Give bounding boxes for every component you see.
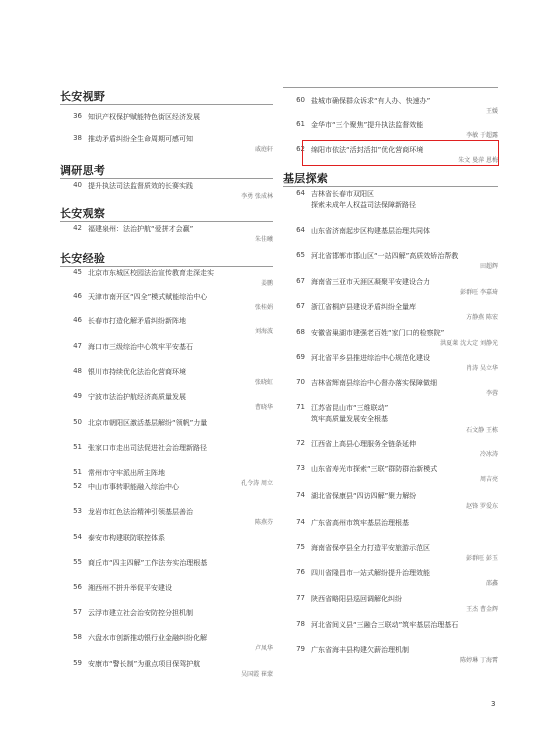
entry-author: 田超辉	[479, 263, 498, 270]
section-rule	[60, 104, 273, 105]
section-heading: 调研思考	[60, 164, 106, 177]
entry-title-line2: 筑牢高质量发展安全根基	[311, 415, 388, 423]
page-number: 3	[491, 700, 496, 708]
entry-title: 宁波市法治护航经济高质量发展	[88, 393, 186, 401]
entry-page-number: 68	[296, 328, 305, 336]
toc-entry[interactable]	[60, 507, 273, 529]
entry-page-number: 67	[296, 302, 305, 310]
entry-title: 湘西州不拼升举促平安建设	[88, 584, 172, 592]
entry-page-number: 47	[73, 342, 82, 350]
entry-author: 洪夏莱 沈大定 刘静光	[440, 340, 498, 347]
entry-author: 冷冰涛	[479, 451, 498, 458]
toc-entry[interactable]	[60, 181, 273, 203]
entry-page-number: 69	[296, 353, 305, 361]
entry-page-number: 60	[296, 96, 305, 104]
entry-title: 张家口市走出司法促进社会治理新路径	[88, 444, 207, 452]
entry-title: 广东省海丰县构建欠薪治理机制	[311, 646, 409, 654]
toc-entry[interactable]	[60, 633, 273, 655]
entry-page-number: 67	[296, 277, 305, 285]
entry-author: 周吉亮	[479, 476, 498, 483]
entry-title: 江西省上高县心理服务全链条延伸	[311, 440, 416, 448]
entry-page-number: 79	[296, 645, 305, 653]
entry-page-number: 64	[296, 189, 305, 197]
toc-entry[interactable]	[283, 120, 498, 142]
section-rule	[60, 178, 273, 179]
section-rule	[60, 266, 273, 267]
toc-entry[interactable]	[283, 518, 498, 540]
entry-author: 张晓虹	[254, 379, 273, 386]
entry-page-number: 38	[73, 134, 82, 142]
toc-entry[interactable]	[283, 353, 498, 375]
entry-author: 石文静 王栋	[466, 427, 498, 434]
section-heading: 长安视野	[60, 90, 106, 103]
entry-page-number: 56	[73, 583, 82, 591]
entry-page-number: 51	[73, 468, 82, 476]
entry-page-number: 49	[73, 392, 82, 400]
section-rule	[283, 186, 498, 187]
highlight-box	[302, 140, 499, 166]
entry-page-number: 58	[73, 633, 82, 641]
toc-entry[interactable]	[60, 112, 273, 134]
toc-entry[interactable]	[283, 645, 498, 667]
toc-entry[interactable]	[60, 533, 273, 555]
entry-author: 赵锋 罗爱东	[466, 503, 498, 510]
toc-entry[interactable]	[60, 224, 273, 246]
entry-page-number: 46	[73, 316, 82, 324]
entry-page-number: 40	[73, 181, 82, 189]
entry-page-number: 74	[296, 491, 305, 499]
entry-page-number: 78	[296, 620, 305, 628]
entry-title: 推动矛盾纠纷全生命周期可感可知	[88, 135, 193, 143]
entry-title: 常州市守牢派出所主阵地	[88, 469, 165, 477]
entry-page-number: 45	[73, 268, 82, 276]
toc-entry[interactable]	[283, 568, 498, 590]
entry-title: 陕西省略阳县巡回调解化纠纷	[311, 595, 402, 603]
entry-author: 朱佳曦	[254, 236, 273, 243]
entry-page-number: 73	[296, 464, 305, 472]
entry-page-number: 59	[73, 659, 82, 667]
entry-title: 河北省邯郸市邯山区“一站四解”高质效矫治帮教	[311, 252, 459, 260]
toc-entry[interactable]	[60, 583, 273, 605]
entry-author: 肖涛 吴立华	[466, 365, 498, 372]
entry-page-number: 62	[296, 145, 305, 153]
toc-entry[interactable]	[283, 189, 498, 211]
entry-title: 江苏省昆山市“三维联动”	[311, 404, 389, 412]
entry-title: 安康市“警长制”为重点项目保驾护航	[88, 660, 201, 668]
section-heading: 长安经验	[60, 252, 106, 265]
entry-title: 云浮市建立社会治安防控分担机制	[88, 609, 193, 617]
entry-page-number: 48	[73, 367, 82, 375]
entry-title: 河北省平乡县推进综治中心规范化建设	[311, 354, 430, 362]
entry-page-number: 74	[296, 518, 305, 526]
entry-page-number: 65	[296, 251, 305, 259]
toc-entry[interactable]	[60, 316, 273, 338]
entry-title: 四川省隆昌市一站式解纷提升治理效能	[311, 569, 430, 577]
toc-entry[interactable]	[60, 659, 273, 681]
toc-entry[interactable]	[283, 439, 498, 461]
toc-entry[interactable]	[60, 608, 273, 630]
entry-title: 天津市南开区“四全”模式赋能综治中心	[88, 293, 208, 301]
entry-page-number: 51	[73, 443, 82, 451]
entry-page-number: 64	[296, 226, 305, 234]
toc-entry[interactable]	[283, 251, 498, 273]
toc-entry[interactable]	[60, 342, 273, 364]
entry-page-number: 71	[296, 403, 305, 411]
entry-title-line2: 探索未成年人权益司法保障新路径	[311, 201, 416, 209]
entry-title: 中山市事转职能融入综治中心	[88, 483, 179, 491]
entry-author: 曹晓华	[254, 404, 273, 411]
toc-entry[interactable]	[60, 443, 273, 465]
toc-entry[interactable]	[60, 482, 273, 504]
entry-author: 王媛	[485, 108, 498, 115]
toc-entry[interactable]	[60, 292, 273, 314]
entry-title: 吉林省长春市双阳区	[311, 190, 374, 198]
entry-page-number: 55	[73, 558, 82, 566]
entry-title: 北京市朝阳区激活基层解纷“领帆”力量	[88, 419, 208, 427]
entry-title: 银川市持续优化法治化营商环境	[88, 368, 186, 376]
entry-page-number: 77	[296, 594, 305, 602]
entry-author: 陈婷琳 丁海霄	[460, 657, 498, 664]
entry-page-number: 46	[73, 292, 82, 300]
toc-entry[interactable]	[283, 226, 498, 248]
entry-author: 李敏 于超露	[466, 132, 498, 139]
toc-entry[interactable]	[60, 367, 273, 389]
entry-title: 山东省济南起步区构建基层治理共同体	[311, 227, 430, 235]
toc-entry[interactable]	[283, 543, 498, 565]
entry-author: 方静燕 陈宏	[466, 314, 498, 321]
toc-entry[interactable]	[60, 134, 273, 156]
toc-entry[interactable]	[283, 594, 498, 616]
entry-title: 提升执法司法监督质效的长赛实践	[88, 182, 193, 190]
entry-title: 六盘水市创新推动银行业金融纠纷化解	[88, 634, 207, 642]
entry-title: 湖北省保康县“四访四解”聚力解纷	[311, 492, 417, 500]
entry-page-number: 53	[73, 507, 82, 515]
entry-title: 吉林省辉南县综治中心督办落实保障做细	[311, 379, 437, 387]
entry-page-number: 61	[296, 120, 305, 128]
toc-entry[interactable]	[283, 302, 498, 324]
entry-title: 商丘市“四主四解”工作法夯实治理根基	[88, 559, 208, 567]
entry-page-number: 54	[73, 533, 82, 541]
entry-page-number: 75	[296, 543, 305, 551]
entry-author: 邵鑫	[485, 580, 498, 587]
entry-title: 广东省高州市筑牢基层治理根基	[311, 519, 409, 527]
toc-entry[interactable]	[283, 328, 498, 350]
entry-author: 李蓉	[485, 390, 498, 397]
entry-author: 彭群旺 李嘉琦	[460, 289, 498, 296]
toc-entry[interactable]	[283, 491, 498, 513]
entry-page-number: 76	[296, 568, 305, 576]
entry-author: 陈燕芬	[254, 519, 273, 526]
entry-title: 知识产权保护赋能特色街区经济发展	[88, 113, 200, 121]
entry-page-number: 36	[73, 112, 82, 120]
section-heading: 基层探索	[283, 172, 329, 185]
entry-author: 刘海波	[254, 328, 273, 335]
entry-title: 盐城市确保群众诉求“有人办、快速办”	[311, 97, 431, 105]
entry-author: 王杰 曹金辉	[466, 606, 498, 613]
entry-author: 孔令涛 周立	[241, 480, 273, 487]
entry-title: 河北省间义县“三融合三联动”筑牢基层治理基石	[311, 621, 459, 629]
entry-title: 海口市三级综治中心筑牢平安基石	[88, 343, 193, 351]
entry-author: 彭群旺 彭玉	[466, 555, 498, 562]
toc-entry[interactable]	[283, 464, 498, 486]
section-rule	[60, 221, 273, 222]
entry-author: 卢凤华	[254, 645, 273, 652]
column-top-rule	[283, 87, 498, 88]
entry-title: 北京市东城区校园法治宣传教育走深走实	[88, 269, 214, 277]
entry-page-number: 72	[296, 439, 305, 447]
entry-page-number: 52	[73, 482, 82, 490]
toc-entry[interactable]	[283, 96, 498, 118]
toc-entry[interactable]	[283, 378, 498, 400]
toc-entry[interactable]	[283, 620, 498, 642]
entry-title: 金华市“三个聚焦”提升执法监督效能	[311, 121, 424, 129]
entry-author: 李勇 张成林	[241, 193, 273, 200]
entry-title: 龙岩市红色法治精神引领基层善治	[88, 508, 193, 516]
entry-title: 泰安市构建联防联控体系	[88, 534, 165, 542]
entry-title: 长春市打造化解矛盾纠纷新阵地	[88, 317, 186, 325]
entry-page-number: 50	[73, 418, 82, 426]
toc-entry[interactable]	[60, 392, 273, 414]
entry-author: 姜鹏	[260, 280, 273, 287]
toc-entry[interactable]	[60, 268, 273, 290]
entry-title: 海南省保亭县全力打造平安旅游示范区	[311, 544, 430, 552]
entry-title: 安徽省巢湖市建强老百姓“家门口的检察院”	[311, 329, 445, 337]
entry-author: 戚庭轩	[254, 146, 273, 153]
entry-page-number: 70	[296, 378, 305, 386]
toc-entry[interactable]	[60, 558, 273, 580]
entry-title: 海南省三亚市天涯区凝聚平安建设合力	[311, 278, 430, 286]
entry-title: 浙江省桐庐县建设矛盾纠纷全量库	[311, 303, 416, 311]
entry-title: 绵阳市依法“活封活扣”优化营商环境	[311, 146, 424, 154]
entry-title: 山东省寿光市探索“三联”群防群治新模式	[311, 465, 438, 473]
entry-title: 福建泉州：法治护航“爱拼才会赢”	[88, 225, 194, 233]
entry-author: 张桂娟	[254, 304, 273, 311]
section-heading: 长安观察	[60, 207, 106, 220]
toc-entry[interactable]	[283, 277, 498, 299]
entry-page-number: 57	[73, 608, 82, 616]
entry-author: 朱文 曼萍 恩梅	[458, 157, 498, 164]
toc-entry[interactable]	[283, 403, 498, 434]
entry-page-number: 42	[73, 224, 82, 232]
toc-entry[interactable]	[60, 418, 273, 440]
entry-author: 吴国霞 崔蒙	[241, 671, 273, 678]
